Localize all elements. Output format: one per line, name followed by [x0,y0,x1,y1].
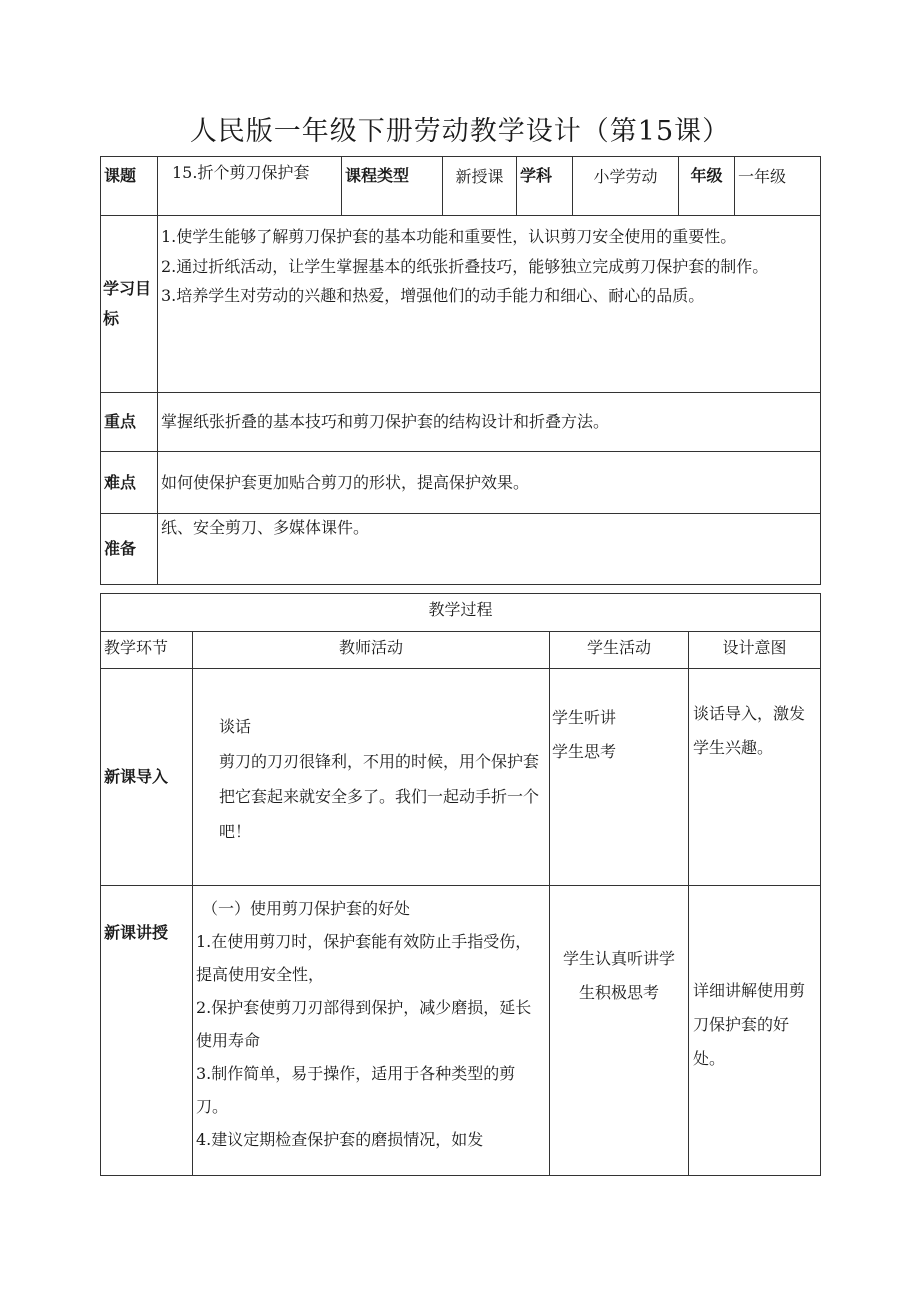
lesson-info-table [100,156,821,585]
table-row [101,886,821,1176]
key-point-label: 重点 [101,393,158,452]
student-activity-cell: 学生认真听讲学生积极思考 [550,886,689,1176]
stage-cell: 新课讲授 [101,886,193,1176]
design-intent-cell: 详细讲解使用剪刀保护套的好处。 [689,886,821,1176]
preparation-value: 纸、安全剪刀、多媒体课件。 [158,514,821,585]
goals-label: 学习目标 [101,216,158,393]
student-activity-cell [550,669,689,886]
grade-value: 一年级 [735,157,821,216]
key-point-value: 掌握纸张折叠的基本技巧和剪刀保护套的结构设计和折叠方法。 [158,393,821,452]
topic-label: 课题 [101,157,158,216]
teacher-activity-cell [193,886,550,1176]
teacher-activity-line: （一）使用剪刀保护套的好处 [202,899,411,918]
subject-label: 学科 [517,157,573,216]
column-header-student: 学生活动 [550,632,689,669]
course-type-label: 课程类型 [342,157,443,216]
column-header-stage: 教学环节 [101,632,193,669]
table-row [101,669,821,886]
teacher-activity-line: 3.制作简单，易于操作，适用于各种类型的剪刀。 [196,1064,516,1116]
teacher-activity-line: 2.保护套使剪刀刃部得到保护，减少磨损，延长使用寿命 [196,998,532,1050]
teacher-activity-cell [193,669,550,886]
teacher-activity-line: 谈话 [219,717,252,736]
goal-item: 1.使学生能够了解剪刀保护套的基本功能和重要性，认识剪刀安全使用的重要性。 [161,227,737,246]
preparation-label: 准备 [101,514,158,585]
design-intent-cell: 谈话导入，激发学生兴趣。 [689,669,821,886]
column-header-intent: 设计意图 [689,632,821,669]
goal-item: 2.通过折纸活动，让学生掌握基本的纸张折叠技巧，能够独立完成剪刀保护套的制作。 [161,256,769,276]
subject-value: 小学劳动 [573,157,679,216]
student-activity-line: 学生思考 [552,742,617,761]
goal-item: 3.培养学生对劳动的兴趣和热爱，增强他们的动手能力和细心、耐心的品质。 [161,286,705,305]
student-activity-line: 学生听讲 [552,708,617,727]
teacher-activity-line: 4.建议定期检查保护套的磨损情况，如发 [196,1130,484,1149]
page-title: 人民版一年级下册劳动教学设计（第15课） [189,116,731,147]
goals-list [158,216,821,393]
grade-label: 年级 [679,157,735,216]
process-heading: 教学过程 [101,594,821,632]
difficulty-value: 如何使保护套更加贴合剪刀的形状，提高保护效果。 [158,452,821,514]
teacher-activity-line: 1.在使用剪刀时，保护套能有效防止手指受伤，提高使用安全性， [196,932,532,984]
column-header-teacher: 教师活动 [193,632,550,669]
topic-value: 15.折个剪刀保护套 [158,157,342,216]
stage-cell: 新课导入 [101,669,193,886]
teaching-process-table [100,593,821,1176]
course-type-value: 新授课 [443,157,517,216]
teacher-activity-line: 剪刀的刀刃很锋利，不用的时候，用个保护套把它套起来就安全多了。我们一起动手折一个吧！ [219,752,540,841]
difficulty-label: 难点 [101,452,158,514]
